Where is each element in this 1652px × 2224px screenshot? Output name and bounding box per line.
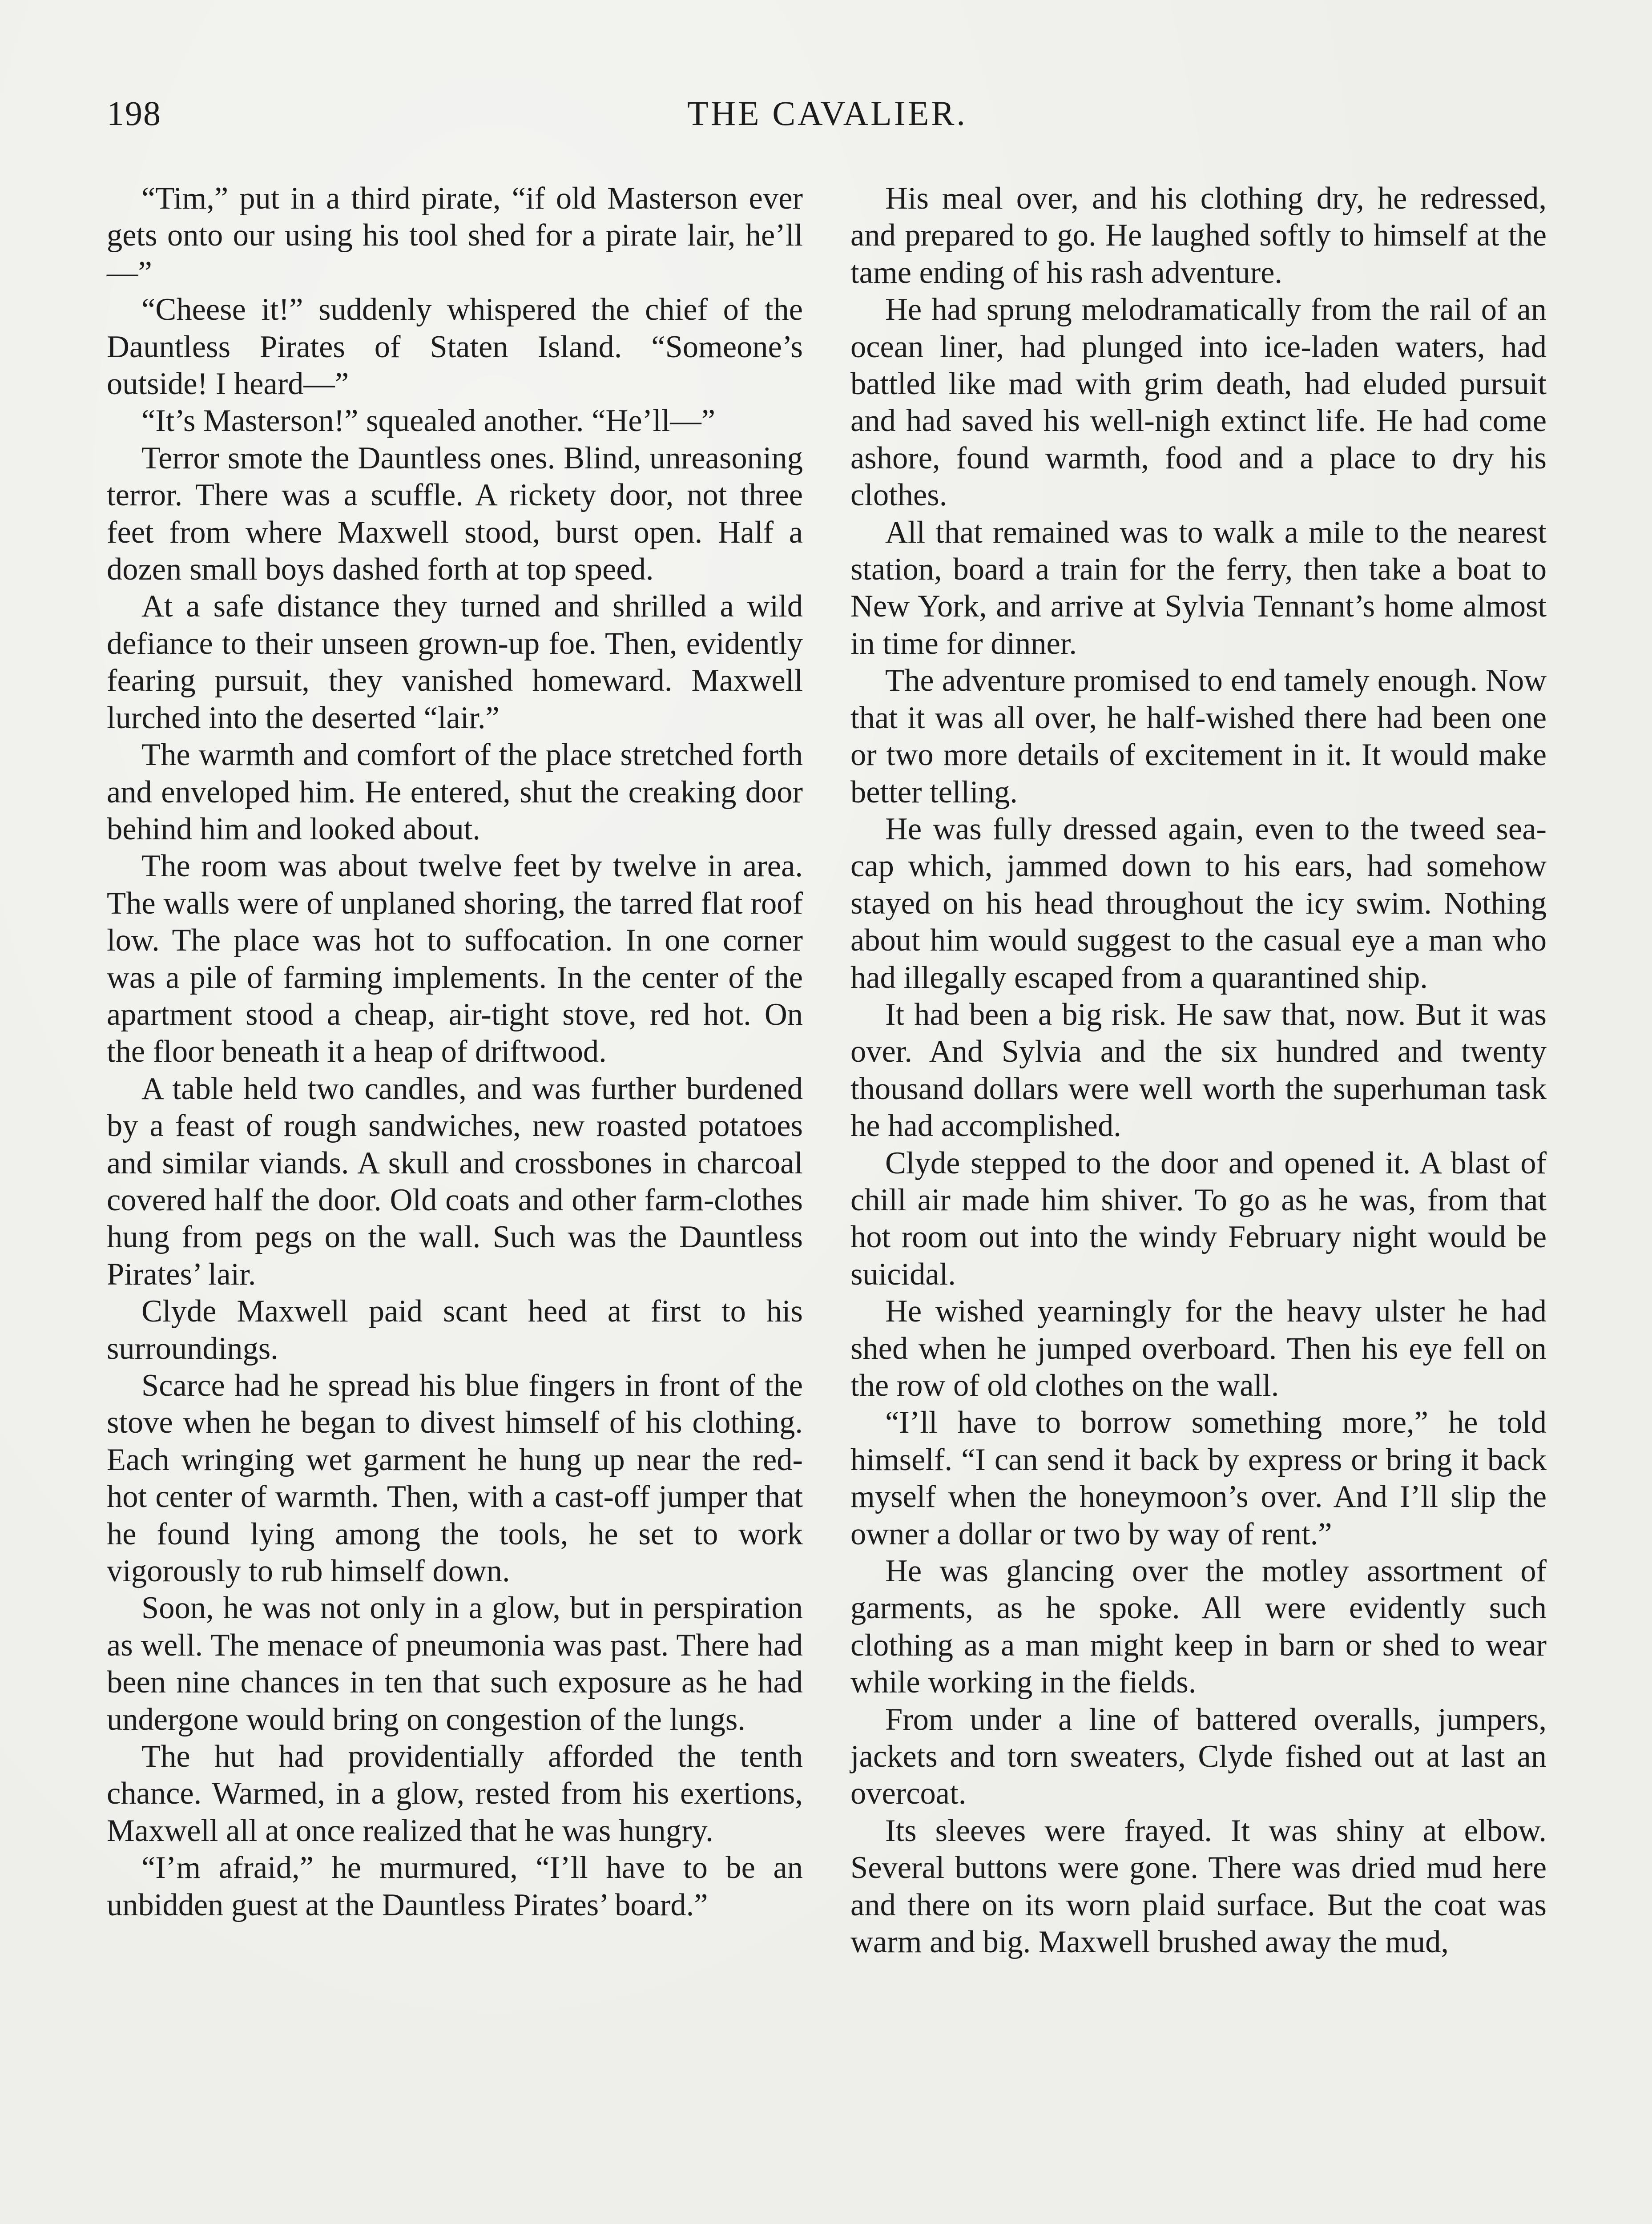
- paragraph: The adventure promised to end tamely enough. Now that it was all over, he half-wished there had been one or two more details of excitement in it. It would make better telling.: [850, 663, 1547, 810]
- paragraph: “I’m afraid,” he murmured, “I’ll have to be an unbidden guest at the Dauntless Pirates’ board.”: [107, 1850, 803, 1922]
- paragraph: It had been a big risk. He saw that, now. But it was over. And Sylvia and the six hundred and twenty thousand dollars were well worth the superhuman task he had accomplished.: [850, 997, 1547, 1144]
- paragraph: Terror smote the Dauntless ones. Blind, unreasoning terror. There was a scuffle. A rickety door, not three feet from where Maxwell stood, burst open. Half a dozen small boys dashed forth at top speed.: [107, 440, 803, 587]
- paragraph: “Tim,” put in a third pirate, “if old Masterson ever gets onto our using his tool shed for a pirate lair, he’ll—”: [107, 181, 803, 290]
- paragraph: “I’ll have to borrow something more,” he told himself. “I can send it back by express or bring it back myself when the honeymoon’s over. And I’ll slip the owner a dollar or two by way of rent.”: [850, 1405, 1547, 1551]
- paragraph: Soon, he was not only in a glow, but in perspiration as well. The menace of pneumonia was past. There had been nine chances in ten that such exposure as he had undergone would bring on congestion of the lungs.: [107, 1591, 803, 1737]
- paragraph: A table held two candles, and was further burdened by a feast of rough sandwiches, new roasted potatoes and similar viands. A skull and crossbones in charcoal covered half the door. Old coats and other farm-clothes hung from pegs on the wall. Such was the Dauntless Pirates’ lair.: [107, 1071, 803, 1292]
- paragraph: The room was about twelve feet by twelve in area. The walls were of unplaned shoring, the tarred flat roof low. The place was hot to suffocation. In one corner was a pile of farming implements. In the center of the apartment stood a cheap, air-tight stove, red hot. On the floor beneath it a heap of driftwood.: [107, 849, 803, 1069]
- paragraph: He was fully dressed again, even to the tweed sea-cap which, jammed down to his ears, had somehow stayed on his head throughout the icy swim. Nothing about him would suggest to the casual eye a man who had illegally escaped from a quarantined ship.: [850, 811, 1547, 995]
- paragraph: The warmth and comfort of the place stretched forth and enveloped him. He entered, shut the creaking door behind him and looked about.: [107, 737, 803, 846]
- paragraph: He had sprung melodramatically from the rail of an ocean liner, had plunged into ice-laden waters, had battled like mad with grim death, had eluded pursuit and had saved his well-nigh extinct life. He had come ashore, found warmth, food and a place to dry his clothes.: [850, 292, 1547, 513]
- page-number: 198: [107, 94, 161, 133]
- paragraph: At a safe distance they turned and shrilled a wild defiance to their unseen grown-up foe. Then, evidently fearing pursuit, they vanished homeward. Maxwell lurched into the deserted “lair.”: [107, 589, 803, 735]
- paragraph: All that remained was to walk a mile to the nearest station, board a train for the ferry, then take a boat to New York, and arrive at Sylvia Tennant’s home almost in time for dinner.: [850, 515, 1547, 661]
- paragraph: His meal over, and his clothing dry, he redressed, and prepared to go. He laughed softly to himself at the tame ending of his rash adventure.: [850, 181, 1547, 290]
- paragraph: Clyde stepped to the door and opened it. A blast of chill air made him shiver. To go as he was, from that hot room out into the windy February night would be suicidal.: [850, 1145, 1547, 1292]
- paragraph: Clyde Maxwell paid scant heed at first to his surroundings.: [107, 1294, 803, 1366]
- running-title: THE CAVALIER.: [687, 94, 967, 133]
- left-text-column: [107, 180, 803, 1924]
- paragraph: Its sleeves were frayed. It was shiny at elbow. Several buttons were gone. There was dried mud here and there on its worn plaid surface. But the coat was warm and big. Maxwell brushed away the mud,: [850, 1813, 1547, 1960]
- paragraph: “It’s Masterson!” squealed another. “He’ll—”: [141, 403, 716, 439]
- paragraph: The hut had providentially afforded the tenth chance. Warmed, in a glow, rested from his exertions, Maxwell all at once realized that he was hungry.: [107, 1739, 803, 1848]
- paragraph: From under a line of battered overalls, jumpers, jackets and torn sweaters, Clyde fished out at last an overcoat.: [850, 1702, 1547, 1811]
- page-header: [107, 93, 1548, 147]
- paragraph: Scarce had he spread his blue fingers in front of the stove when he began to divest himself of his clothing. Each wringing wet garment he hung up near the red-hot center of warmth. Then, with a cast-off jumper that he found lying among the tools, he set to work vigorously to rub himself down.: [107, 1368, 803, 1589]
- paragraph: “Cheese it!” suddenly whispered the chief of the Dauntless Pirates of Staten Island. “Someone’s outside! I heard—”: [107, 292, 803, 402]
- paragraph: He wished yearningly for the heavy ulster he had shed when he jumped overboard. Then his eye fell on the row of old clothes on the wall.: [850, 1294, 1547, 1403]
- right-text-column: [850, 180, 1547, 1961]
- paragraph: He was glancing over the motley assortment of garments, as he spoke. All were evidently such clothing as a man might keep in barn or shed to wear while working in the fields.: [850, 1554, 1547, 1700]
